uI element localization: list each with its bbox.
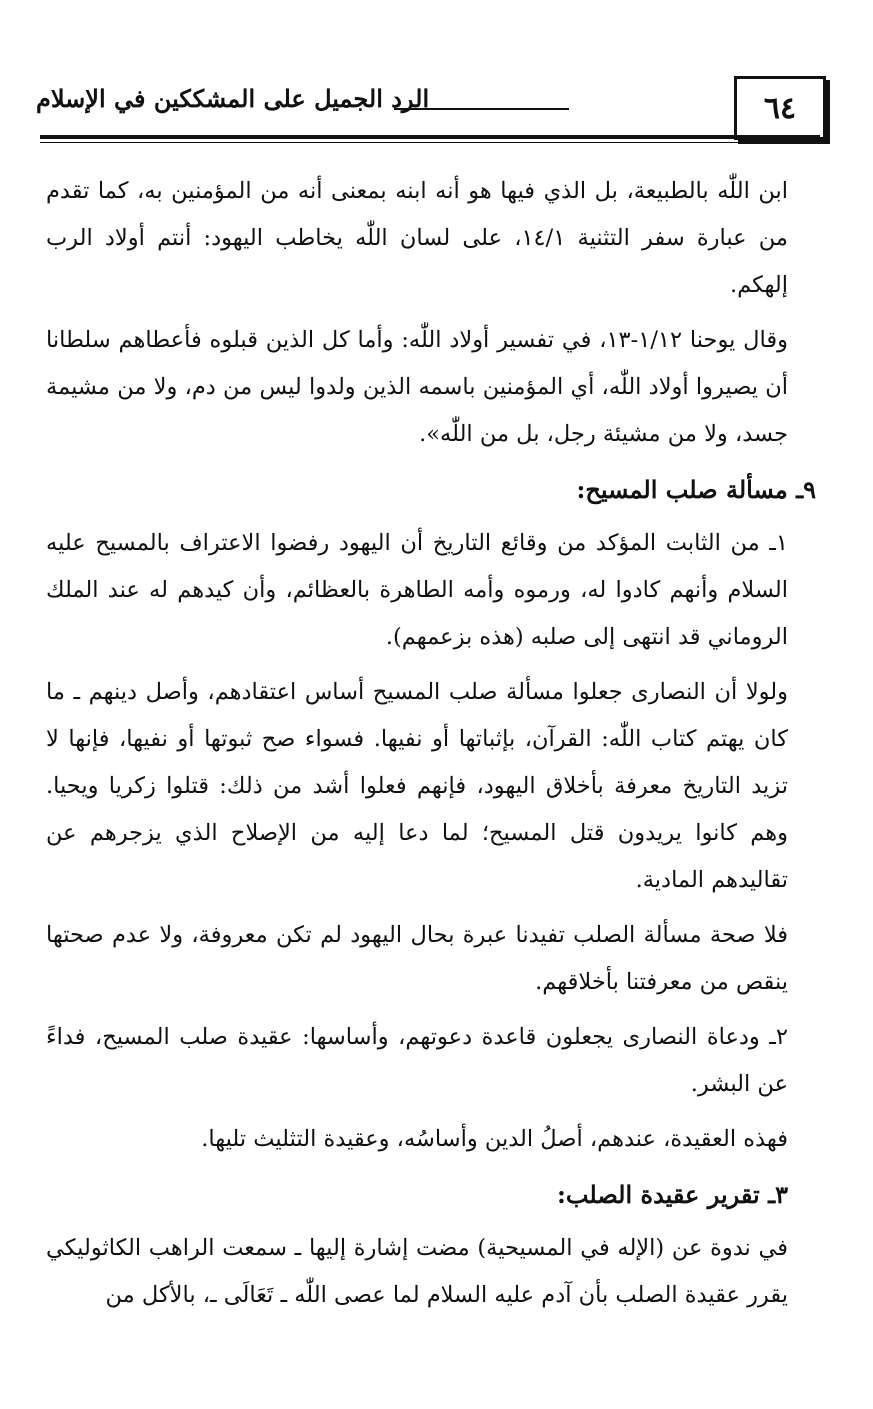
subsection-heading: ٣ـ تقرير عقيدة الصلب: [556,1180,788,1209]
paragraph: ١ـ من الثابت المؤكد من وقائع التاريخ أن اليهود رفضوا الاعتراف بالمسيح عليه السلام وأنهم كادوا له، ورموه وأمه الطاهرة بالعظائم، وأن كيدهم له عند الملك الروماني قد انتهى إلى صلبه (هذه بزعمهم). [46,530,788,650]
page-header [36,68,826,138]
paragraph: ابن اللّٰه بالطبيعة، بل الذي فيها هو أنه ابنه بمعنى أنه من المؤمنين به، كما تقدم من عبارة سفر التثنية ١٤/١، على لسان اللّٰه يخاطب اليهود: أنتم أولاد الرب إلهكم. [46,178,788,298]
paragraph: ولولا أن النصارى جعلوا مسألة صلب المسيح أساس اعتقادهم، وأصل دينهم ـ ما كان يهتم كتاب اللّٰه: القرآن، بإثباتها أو نفيها. فسواء صح ثبوتها أو نفيها، فإنها لا تزيد التاريخ معرفة بأخلاق اليهود، فإنهم فعلوا أشد من ذلك: قتلوا زكريا ويحيا. وهم كانوا يريدون قتل المسيح؛ لما دعا إليه من الإصلاح الذي يزجرهم عن تقاليدهم المادية. [46,679,788,893]
running-title: الرد الجميل على المشككين في الإسلام [36,84,430,113]
paragraph: فلا صحة مسألة الصلب تفيدنا عبرة بحال اليهود لم تكن معروفة، ولا عدم صحتها ينقص من معرفتنا بأخلاقهم. [46,922,788,995]
section-heading: ٩ـ مسألة صلب المسيح: [576,475,816,504]
header-rule-thick [40,135,820,139]
paragraph: في ندوة عن (الإله في المسيحية) مضت إشارة إليها ـ سمعت الراهب الكاثوليكي يقرر عقيدة الصلب بأن آدم عليه السلام لما عصى اللّٰه ـ تَعَالَى ـ، بالأكل من [46,1235,788,1308]
paragraph: وقال يوحنا ١/١٢-١٣، في تفسير أولاد اللّٰه: وأما كل الذين قبلوه فأعطاهم سلطانا أن يصيروا أولاد اللّٰه، أي المؤمنين باسمه الذين ولدوا ليس من دم، ولا من مشيمة جسد، ولا من مشيئة رجل، بل من اللّٰه». [46,327,788,447]
page-number: ٦٤ [734,76,826,140]
page-body [46,168,816,1327]
header-rule-thin [40,142,820,143]
paragraph: فهذه العقيدة، عندهم، أصلُ الدين وأساسُه، وعقيدة التثليث تليها. [201,1126,788,1152]
paragraph: ٢ـ ودعاة النصارى يجعلون قاعدة دعوتهم، وأساسها: عقيدة صلب المسيح، فداءً عن البشر. [46,1024,788,1097]
